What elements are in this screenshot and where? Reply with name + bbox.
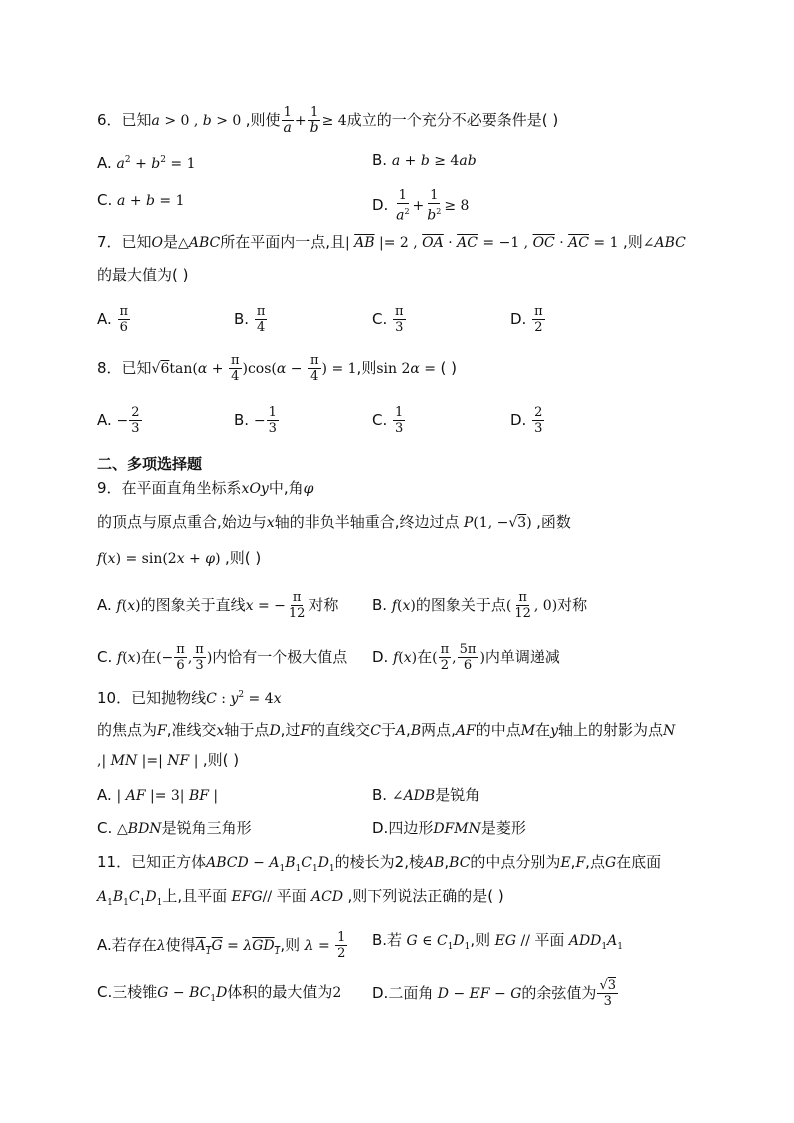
q7-option-a: A. $\frac{\pi}{6}$ [97, 304, 129, 335]
section-heading: 二、多项选择题 [97, 455, 203, 473]
q9-option-c: C. f(x)在(− $\frac{\pi}{6}$ , $\frac{\pi}{3}$ )内恰有一个极大值点 [97, 642, 348, 673]
q6-option-d: D. $\frac{1}{a^2}$ + $\frac{1}{b^2}$ ≥ 8 [372, 188, 470, 224]
q10-condition: ,| MN |=| NF | ,则( ) [97, 751, 240, 769]
q8-option-b: B. − $\frac{1}{3}$ [234, 405, 277, 436]
q11-stem-cont: $A_1B_1C_1D_1$上,且平面 EFG// 平面 ACD ,则下列说法正确的是( ) [97, 887, 504, 908]
q10-option-c: C. △BDN是锐角三角形 [97, 819, 252, 837]
q8-option-a: A. − $\frac{2}{3}$ [97, 405, 140, 436]
q6-stem: 6．已知a > 0 , b > 0 ,则使 $\frac{1}{a}$ + $\frac{1}{b}$ ≥ 4成立的一个充分不必要条件是( ) [97, 105, 559, 136]
q11-option-a: A.若存在λ使得$A_1G = \lambda GD_1$,则 λ = $\frac{1}{2}$ [97, 930, 346, 961]
q9-stem-cont: 的顶点与原点重合,始边与x轴的非负半轴重合,终边过点 P(1, −√3) ,函数 [97, 513, 571, 531]
q11-option-b: B.若 G ∈ $C_1D_1$,则 EG // 平面 $ADD_1A_1$ [372, 931, 623, 952]
q10-option-a: A. | AF |= 3| BF | [97, 786, 219, 804]
q9-option-b: B. f(x)的图象关于点( $\frac{\pi}{12}$ , 0)对称 [372, 590, 588, 621]
q10-stem: 10．已知抛物线C : $y^2 = 4x$ [97, 689, 282, 707]
q9-option-d: D. f(x)在( $\frac{\pi}{2}$ , $\frac{5\pi}{6}$ )内单调递减 [372, 642, 560, 673]
q10-option-b: B. ∠ADB是锐角 [372, 786, 481, 804]
q10-stem-cont: 的焦点为F,准线交x轴于点D,过F的直线交C于A,B两点,AF的中点M在y轴上的射影为点N [97, 721, 676, 739]
q9-option-a: A. f(x)的图象关于直线x = − $\frac{\pi}{12}$ 对称 [97, 590, 339, 621]
q11-stem: 11．已知正方体ABCD − $A_1B_1C_1D_1$的棱长为2,棱AB,BC的中点分别为E,F,点G在底面 [97, 853, 662, 874]
q9-function: f(x) = sin(2x + φ) ,则( ) [97, 549, 262, 567]
q8-stem: 8．已知√6tan(α + $\frac{\pi}{4}$ )cos(α − $\frac{\pi}{4}$ ) = 1,则sin 2α = ( ) [97, 353, 457, 384]
q6-option-a: A. $a^2 + b^2 = 1$ [97, 154, 196, 172]
q7-option-d: D. $\frac{\pi}{2}$ [510, 304, 543, 335]
q7-stem-cont: 的最大值为( ) [97, 266, 189, 284]
q7-option-c: C. $\frac{\pi}{3}$ [372, 304, 404, 335]
q7-stem: 7．已知O是△ABC所在平面内一点,且| $\overline{AB}$ |= 2 , $\overline{OA} \cdot \overline{AC} = -1$ , $\overline{OC} \cdot \overline{AC} = 1$ ,则∠ABC [97, 233, 686, 251]
q11-option-c: C.三棱锥$G - BC_1D$体积的最大值为2 [97, 983, 342, 1004]
q10-option-d: D.四边形DFMN是菱形 [372, 819, 526, 837]
q7-option-b: B. $\frac{\pi}{4}$ [234, 304, 266, 335]
q6-option-c: C. a + b = 1 [97, 191, 185, 209]
q9-stem: 9．在平面直角坐标系xOy中,角φ [97, 479, 314, 497]
q8-option-d: D. $\frac{2}{3}$ [510, 405, 543, 436]
q8-option-c: C. $\frac{1}{3}$ [372, 405, 404, 436]
q11-option-d: D.二面角 D − EF − G的余弦值为 $\frac{√3}{3}$ [372, 978, 617, 1009]
q6-number: 6．已知 [97, 111, 152, 129]
q6-option-b: B. a + b ≥ 4ab [372, 151, 477, 169]
